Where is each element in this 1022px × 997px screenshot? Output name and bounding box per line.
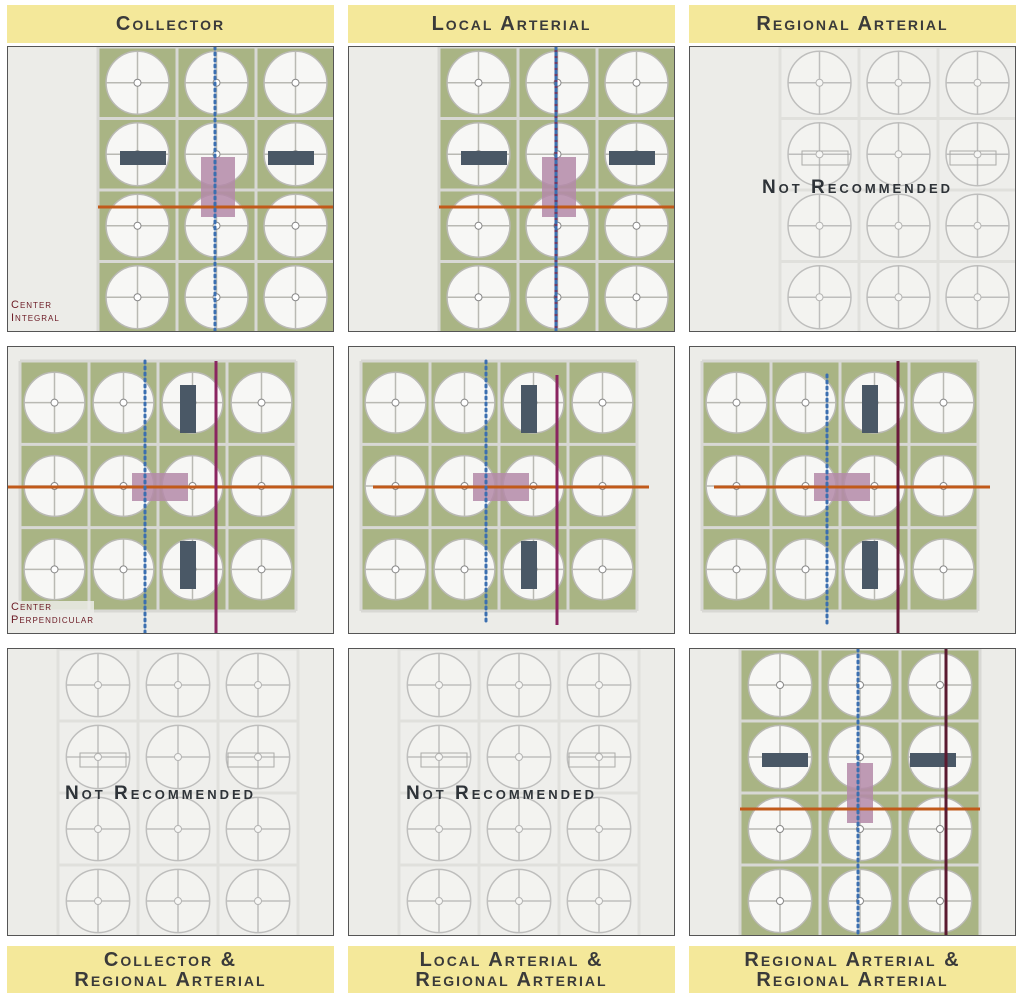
pod-node [596, 898, 603, 905]
pod-node [777, 682, 784, 689]
site-grid [439, 47, 675, 332]
pod-node [777, 826, 784, 833]
pod-node [392, 399, 399, 406]
panel-collector-regional-arterial [7, 648, 334, 936]
pod-node [292, 294, 299, 301]
pod-node [895, 151, 902, 158]
building [268, 151, 314, 165]
header-line-2: Regional Arterial [74, 968, 267, 991]
site-grid [740, 649, 980, 936]
pod-node [95, 682, 102, 689]
pod-node [436, 754, 443, 761]
header-local-arterial [348, 5, 675, 43]
panel-collector-center-perpendicular [7, 346, 334, 634]
header-line-1: Collector & [103, 948, 238, 971]
header-collector-and-regional-arterial [7, 946, 334, 993]
building [120, 151, 166, 165]
pod-node [255, 898, 262, 905]
header-line-2: Regional Arterial [415, 968, 608, 991]
pod-node [599, 399, 606, 406]
site-plan-collector-center-integral [8, 47, 334, 332]
pod-node [134, 222, 141, 229]
pod-node [599, 566, 606, 573]
header-regional-arterial-and-regional-arterial [689, 946, 1016, 993]
pod-node [134, 79, 141, 86]
header-collector [7, 5, 334, 43]
pod-node [134, 294, 141, 301]
header-line-1: Local Arterial & [419, 948, 604, 971]
site-plan-regional-arterial-regional-arterial [690, 649, 1016, 936]
site-grid [98, 47, 334, 332]
pod-node [516, 898, 523, 905]
pod-node [974, 294, 981, 301]
building [180, 385, 196, 433]
site-grid [8, 361, 334, 634]
panel-regional-arterial-regional-arterial [689, 648, 1016, 936]
pod-node [175, 754, 182, 761]
pod-node [895, 79, 902, 86]
pod-node [516, 826, 523, 833]
pod-node [51, 399, 58, 406]
pod-node [816, 222, 823, 229]
building [609, 151, 655, 165]
pod-node [95, 898, 102, 905]
site-plan-collector-center-perpendicular [8, 347, 334, 634]
pod-node [292, 79, 299, 86]
pod-node [95, 754, 102, 761]
site-plan-local-arterial-center-integral [349, 47, 675, 332]
pod-node [895, 294, 902, 301]
building [521, 541, 537, 589]
pod-node [175, 682, 182, 689]
row-label-center-integral [11, 299, 60, 325]
pod-node [292, 222, 299, 229]
pod-node [461, 399, 468, 406]
pod-node [516, 682, 523, 689]
not-recommended-label: Not Recommended [64, 783, 257, 804]
pod-node [895, 222, 902, 229]
header-regional-arterial [689, 5, 1016, 43]
pod-node [596, 826, 603, 833]
row-label-integral: Integral [11, 312, 60, 324]
row-label-perpendicular: Perpendicular [11, 614, 95, 626]
pod-node [940, 399, 947, 406]
pod-node [940, 566, 947, 573]
pod-node [633, 222, 640, 229]
pod-node [175, 898, 182, 905]
pod-node [733, 399, 740, 406]
header-local-arterial-label: Local Arterial [431, 13, 592, 35]
pod-node [937, 826, 944, 833]
pod-node [802, 399, 809, 406]
pod-node [436, 682, 443, 689]
header-line-2: Regional Arterial [756, 968, 949, 991]
pod-node [436, 898, 443, 905]
pod-node [516, 754, 523, 761]
pod-node [937, 898, 944, 905]
panel-collector-center-integral [7, 46, 334, 332]
pod-node [436, 826, 443, 833]
building [862, 541, 878, 589]
site-grid [361, 361, 649, 625]
pod-node [974, 222, 981, 229]
pod-node [974, 79, 981, 86]
row-label-center: Center [11, 299, 53, 311]
row-label-center: Center [11, 601, 53, 613]
building [180, 541, 196, 589]
building [461, 151, 507, 165]
pod-node [255, 682, 262, 689]
pod-node [816, 79, 823, 86]
pod-node [175, 826, 182, 833]
panel-regional-arterial-center-perpendicular [689, 346, 1016, 634]
pod-node [475, 79, 482, 86]
panel-local-arterial-regional-arterial [348, 648, 675, 936]
header-collector-label: Collector [115, 13, 226, 35]
pod-node [51, 566, 58, 573]
panel-local-arterial-center-integral [348, 46, 675, 332]
pod-node [392, 566, 399, 573]
panel-local-arterial-center-perpendicular [348, 346, 675, 634]
pod-node [802, 566, 809, 573]
building [910, 753, 956, 767]
pod-node [475, 294, 482, 301]
header-line-1: Regional Arterial & [744, 948, 961, 971]
pod-node [258, 399, 265, 406]
building [862, 385, 878, 433]
not-recommended-label: Not Recommended [761, 177, 954, 198]
building [762, 753, 808, 767]
pod-node [733, 566, 740, 573]
pod-node [596, 754, 603, 761]
pod-node [633, 294, 640, 301]
pod-node [937, 682, 944, 689]
not-recommended-label: Not Recommended [405, 783, 598, 804]
pod-node [461, 566, 468, 573]
pod-node [95, 826, 102, 833]
pod-node [120, 399, 127, 406]
building [521, 385, 537, 433]
pod-node [974, 151, 981, 158]
row-label-center-perpendicular [11, 601, 94, 627]
panel-regional-arterial-center-integral [689, 46, 1016, 332]
pod-node [120, 566, 127, 573]
header-local-arterial-and-regional-arterial [348, 946, 675, 993]
pod-node [633, 79, 640, 86]
site-plan-local-arterial-center-perpendicular [349, 347, 675, 634]
pod-node [475, 222, 482, 229]
header-regional-arterial-label: Regional Arterial [756, 13, 949, 35]
pod-node [255, 754, 262, 761]
pod-node [255, 826, 262, 833]
pod-node [596, 682, 603, 689]
site-plan-regional-arterial-center-perpendicular [690, 347, 1016, 634]
pod-node [258, 566, 265, 573]
town-center-zone [847, 763, 873, 823]
pod-node [777, 898, 784, 905]
pod-node [816, 151, 823, 158]
pod-node [816, 294, 823, 301]
site-grid [702, 361, 990, 634]
